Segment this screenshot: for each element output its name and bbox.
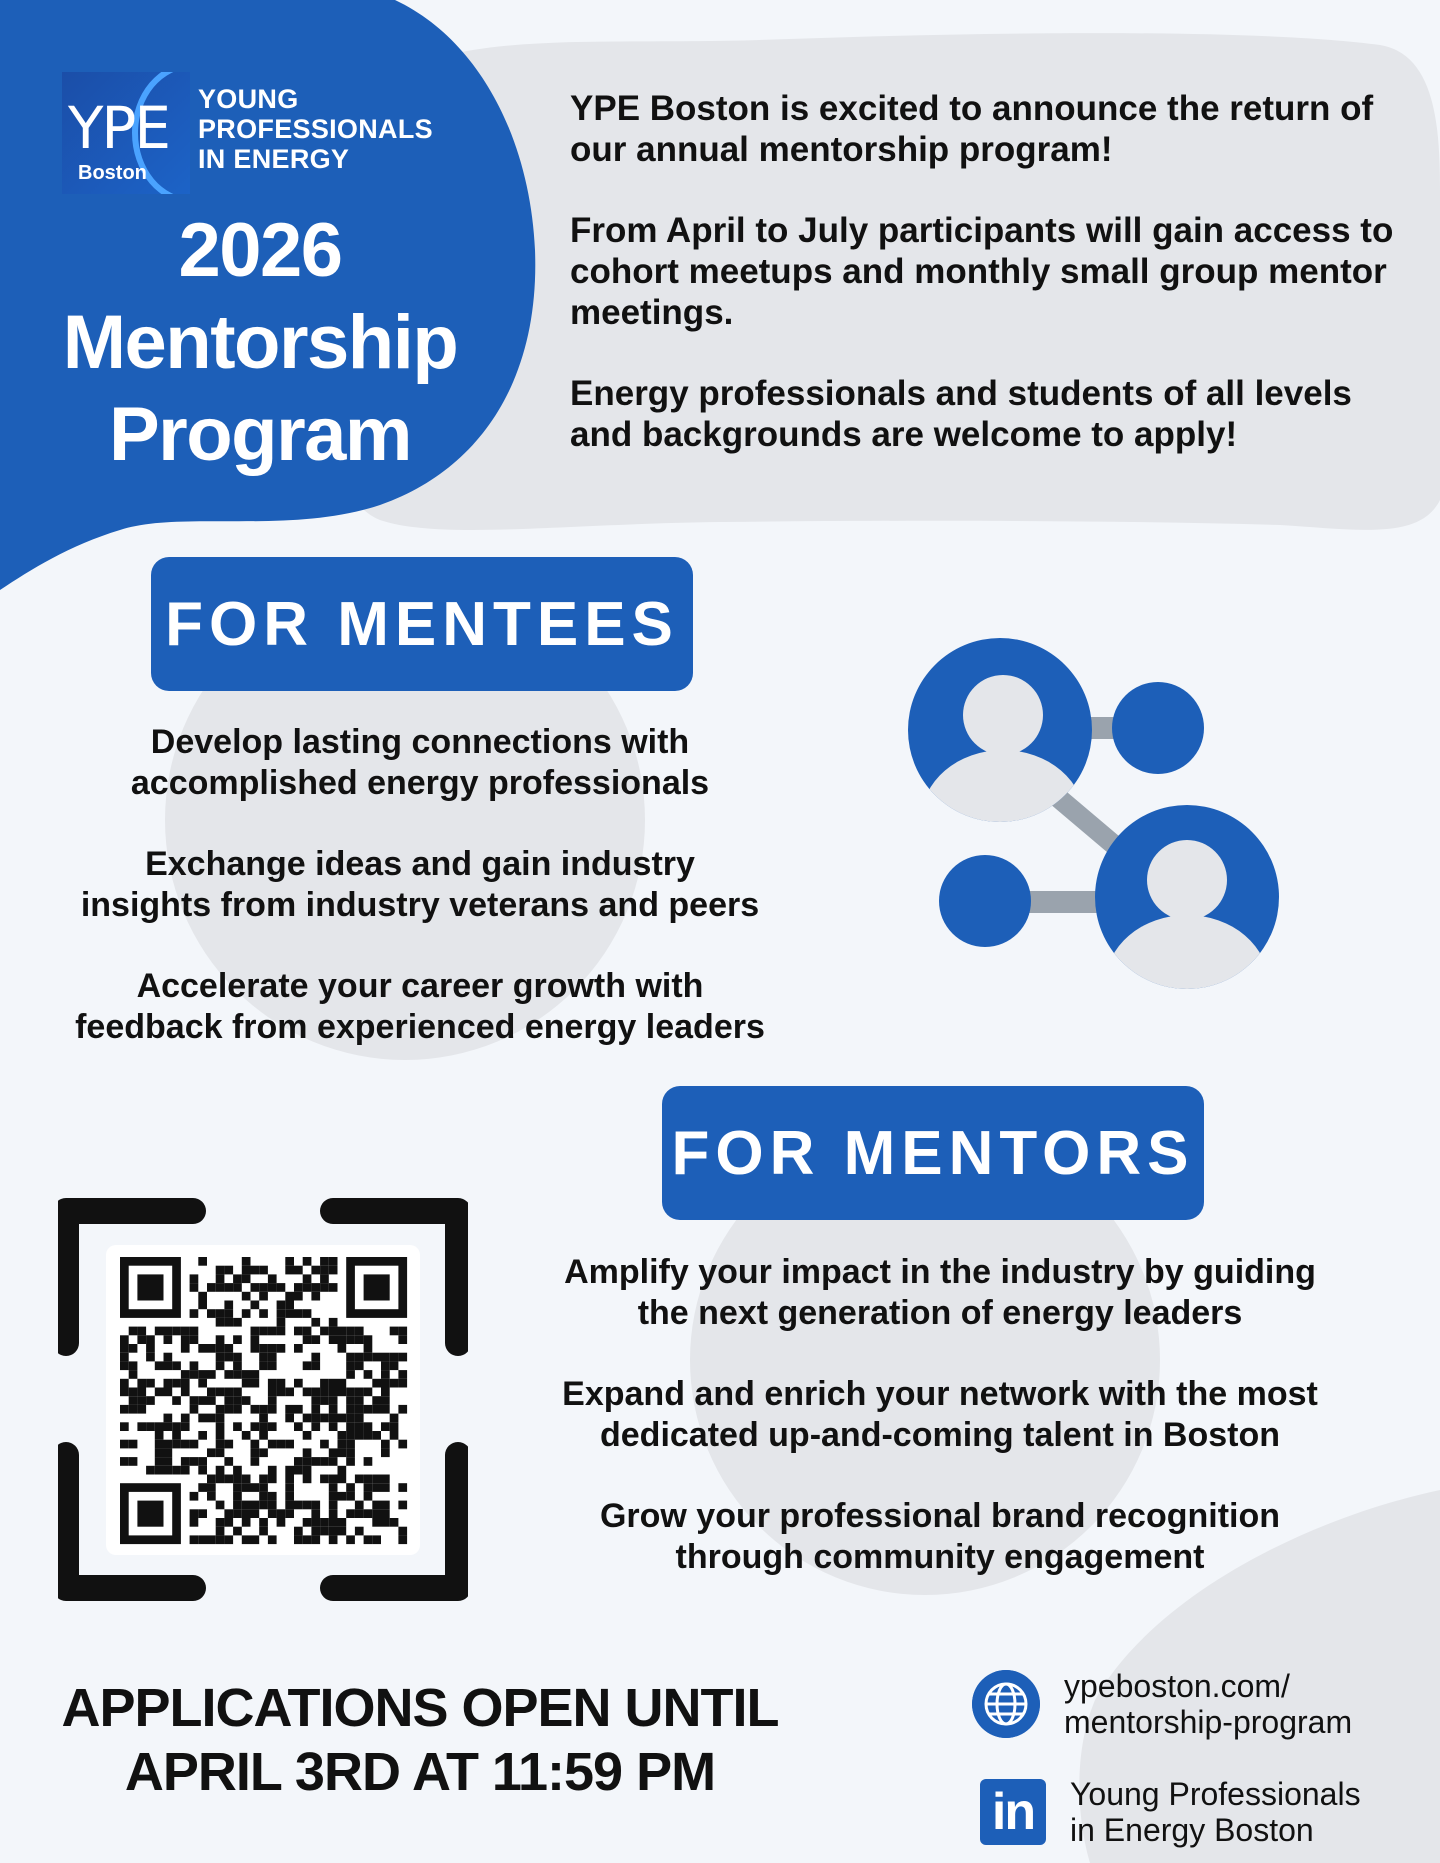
list-item: Amplify your impact in the industry by guiding the next generation of energy leaders	[564, 1253, 1316, 1332]
ype-logo	[62, 72, 190, 194]
qr-code[interactable]	[58, 1193, 468, 1605]
mentors-benefits	[540, 1252, 1340, 1618]
globe-icon	[972, 1670, 1040, 1738]
list-item: Develop lasting connections with accomplished energy professionals	[130, 723, 710, 802]
logo-abbr: YPE	[68, 94, 170, 162]
logo-org-line: IN ENERGY	[198, 144, 350, 174]
linkedin-line[interactable]: in Energy Boston	[1070, 1812, 1314, 1848]
list-item: Accelerate your career growth with feedback from experienced energy leaders	[75, 967, 765, 1046]
list-item: Expand and enrich your network with the most dedicated up-and-coming talent in Boston	[562, 1375, 1318, 1454]
intro-text	[570, 88, 1420, 495]
logo-org-line: YOUNG	[198, 84, 299, 114]
linkedin-text[interactable]	[1070, 1776, 1361, 1848]
logo-org-line: PROFESSIONALS	[198, 114, 433, 144]
deadline-line1: APPLICATIONS OPEN UNTIL	[61, 1678, 779, 1738]
mentors-heading: FOR MENTORS	[662, 1086, 1204, 1220]
intro-paragraph: Energy professionals and students of all levels and backgrounds are welcome to apply!	[570, 374, 1352, 454]
logo-city: Boston	[78, 162, 147, 184]
title-line1: Mentorship	[62, 300, 458, 385]
linkedin-icon: in	[980, 1779, 1046, 1845]
page-title	[40, 205, 480, 481]
website-line[interactable]: mentorship-program	[1064, 1704, 1353, 1740]
logo-org-name	[198, 84, 458, 174]
linkedin-link[interactable]	[980, 1776, 1361, 1848]
title-year: 2026	[178, 208, 342, 293]
intro-paragraph: YPE Boston is excited to announce the return of our annual mentorship program!	[570, 89, 1374, 169]
list-item: Grow your professional brand recognition through community engagement	[599, 1497, 1281, 1576]
website-text[interactable]	[1064, 1668, 1352, 1740]
mentees-heading: FOR MENTEES	[151, 557, 693, 691]
intro-paragraph: From April to July participants will gain access to cohort meetups and monthly small group mentor meetings.	[570, 211, 1394, 332]
mentees-benefits	[20, 722, 820, 1088]
website-line[interactable]: ypeboston.com/	[1064, 1668, 1290, 1704]
website-link[interactable]	[972, 1668, 1352, 1740]
title-line2: Program	[108, 392, 412, 477]
deadline-line2: APRIL 3RD AT 11:59 PM	[124, 1742, 716, 1802]
list-item: Exchange ideas and gain industry insights from industry veterans and peers	[80, 845, 760, 924]
network-people-icon	[905, 635, 1285, 1010]
linkedin-line[interactable]: Young Professionals	[1070, 1776, 1361, 1812]
application-deadline	[30, 1676, 810, 1804]
